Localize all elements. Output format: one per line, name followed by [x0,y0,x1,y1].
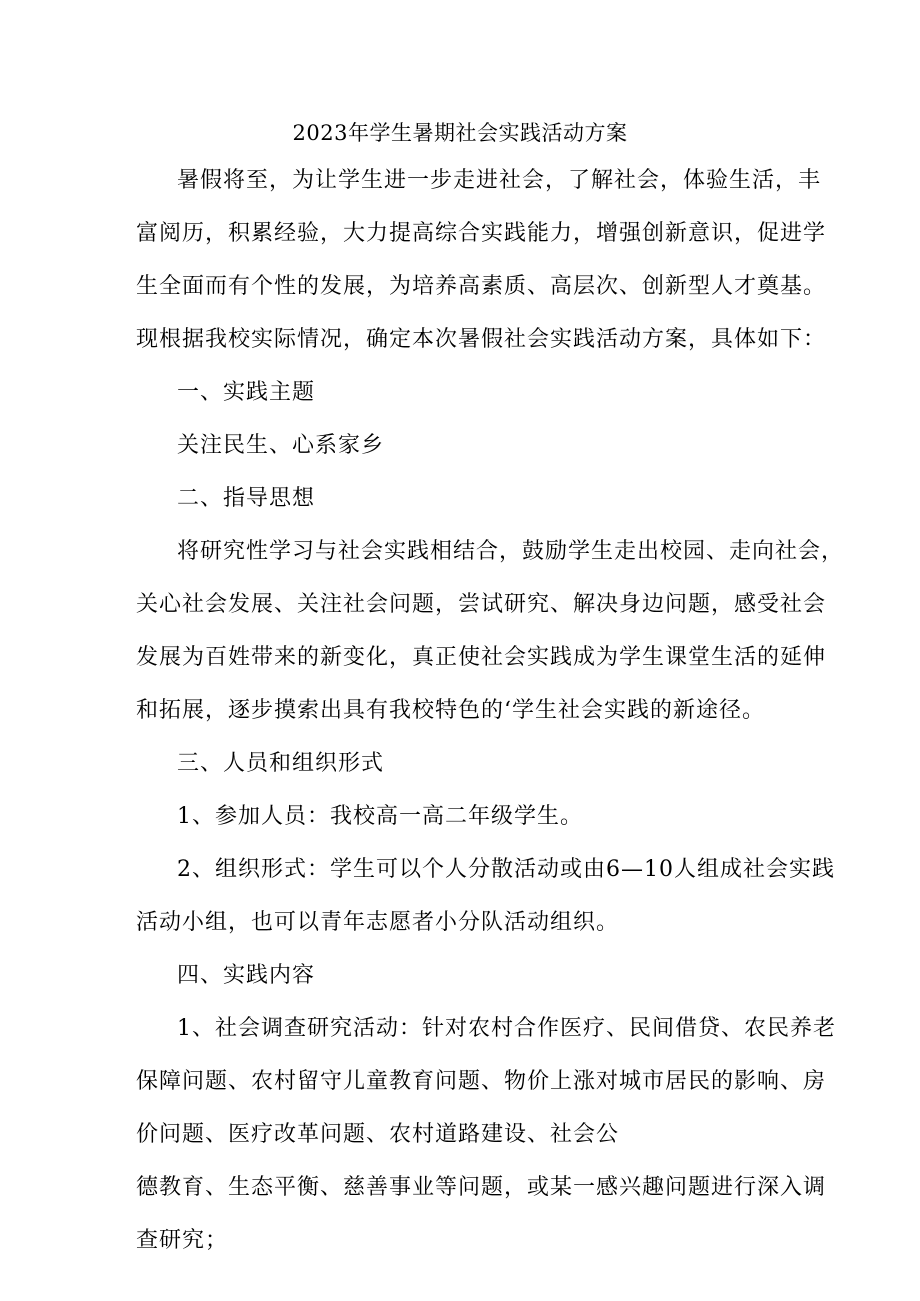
paragraph-line: 活动小组，也可以青年志愿者小分队活动组织。 [136,910,620,935]
paragraph-line: 发展为百姓带来的新变化，真正使社会实践成为学生课堂生活的延伸 [136,645,827,670]
paragraph-line: 关心社会发展、关注社会问题，尝试研究、解决身边问题，感受社会 [136,592,827,617]
paragraph-line: 1、社会调查研究活动：针对农村合作医疗、民间借贷、农民养老 [177,1016,836,1041]
section-heading: 四、实践内容 [177,963,316,988]
paragraph-line: 查研究； [136,1228,229,1253]
paragraph-line: 价问题、医疗改革问题、农村道路建设、社会公 [136,1122,620,1147]
paragraph-line: 德教育、生态平衡、慈善事业等问题，或某一感兴趣问题进行深入调 [136,1175,827,1200]
paragraph-line: 2、组织形式：学生可以个人分散活动或由6—10人组成社会实践 [177,857,835,882]
paragraph-line: 富阅历，积累经验，大力提高综合实践能力，增强创新意识，促进学 [136,221,827,246]
paragraph-line: 和拓展，逐步摸索出具有我校特色的‘学生社会实践的新途径。 [136,698,765,723]
paragraph-line: 现根据我校实际情况，确定本次暑假社会实践活动方案，具体如下： [136,327,827,352]
paragraph-line: 将研究性学习与社会实践相结合，鼓励学生走出校园、走向社会， [177,539,845,564]
section-heading: 一、实践主题 [177,380,316,405]
section-heading: 三、人员和组织形式 [177,751,385,776]
paragraph-line: 保障问题、农村留守儿童教育问题、物价上涨对城市居民的影响、房 [136,1069,827,1094]
section-heading: 二、指导思想 [177,486,316,511]
document-title: 2023年学生暑期社会实践活动方案 [292,121,628,145]
paragraph-line: 暑假将至，为让学生进一步走进社会，了解社会，体验生活，丰 [177,168,822,193]
paragraph-line: 关注民生、心系家乡 [177,433,385,458]
paragraph-line: 生全面而有个性的发展，为培养高素质、高层次、创新型人才奠基。 [136,274,827,299]
paragraph-line: 1、参加人员：我校高一高二年级学生。 [177,804,583,829]
